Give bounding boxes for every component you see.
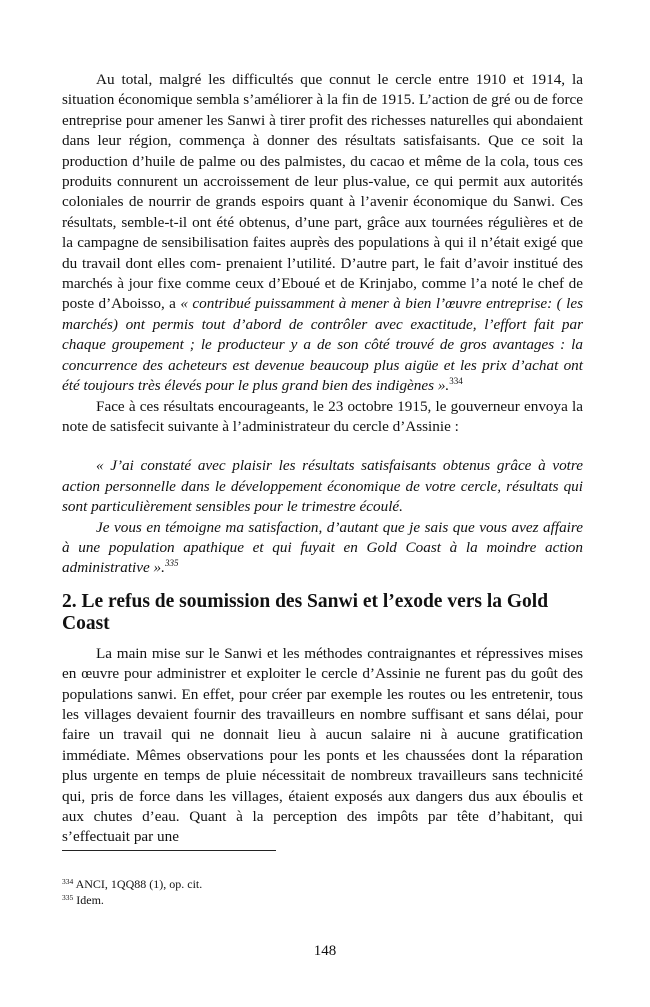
paragraph-1-text: Au total, malgré les difficultés que connut le cercle entre 1910 et 1914, la situation économique sembla s’améliorer à la fin de 1915. L’action de gré ou de force entreprise pour amener les Sanwi à tirer profit des richesses naturelles qui abondaient dans leur région, commença à donner des résultats satisfaisants. Que ce soit la production d’huile de palme ou des palmistes, du cacao et même de la cola, tous ces produits connurent un accroissement de leur plus-value, ce qui permit aux autorités coloniales de nourrir de grands espoirs quant à l’avenir économique du Sanwi. Ces résultats, semble-t-il ont été obtenus, d’une part, grâce aux tournées régulières et de la campagne de sensibilisation faites auprès des populations à qui il n’était exigé que du travail dont elles com- prenaient l’utilité. D’autre part, le fait d’avoir institué des marchés à jour fixe comme ceux d’Eboué et de Krinjabo, comme l’a noté le chef de poste d’Aboisso, a <box>62 71 583 313</box>
paragraph-3: La main mise sur le Sanwi et les méthodes contraignantes et répressives mises en œuvre pour administrer et exploiter le cercle d’Assinie ne furent pas du goût des populations sanwi. En effet, pour créer par exemple les routes ou les entretenir, tous les villages devaient fournir des travailleurs en nombre suffisant et sans délai, pour faire un travail qui ne donnait lieu à aucun salaire ni à aucune gratification immédiate. Mêmes observations pour les ponts et les chaussées dont la réparation plus urgente en temps de pluie nécessitait de nombreux travailleurs sans technicité qui, pris de force dans les villages, étaient exposés aux dangers dus aux éboulis et aux chutes d’eau. Quant à la perception des impôts par tête d’habitant, qui s’effectuait par une <box>62 644 583 846</box>
quote-paragraph-2-text: Je vous en témoigne ma satisfaction, d’autant que je sais que vous avez affaire à une population apathique et qui fuyait en Gold Coast à la moindre action administrative ». <box>62 518 583 577</box>
footnote-text: Idem. <box>76 893 104 907</box>
page-body <box>62 70 583 848</box>
footnote-334 <box>62 876 583 892</box>
section-heading: 2. Le refus de soumission des Sanwi et l’exode vers la Gold Coast <box>62 590 549 635</box>
quote-paragraph-2 <box>62 518 583 579</box>
footnote-text: ANCI, 1QQ88 (1), op. cit. <box>75 877 203 891</box>
footnote-335 <box>62 892 583 908</box>
footnote-number: 335 <box>62 893 74 902</box>
page-number: 148 <box>313 943 337 959</box>
footnote-ref-334: 334 <box>449 376 463 387</box>
paragraph-1-quote: « contribué puissamment à mener à bien l’œuvre entreprise: ( les marchés) ont permis tout d’abord de contrôler avec exactitude, l’effort fait par chaque groupement ; le producteur y a de son côté trouvé de gros avantages : la concurrence des acheteurs est devenue beaucoup plus aigüe et les prix d’achat ont été toujours très élevés pour le plus grand bien des indigènes ». <box>62 295 583 395</box>
footnote-number: 334 <box>62 877 74 886</box>
quote-paragraph-1: « J’ai constaté avec plaisir les résultats satisfaisants obtenus grâce à votre action personnelle dans le développement économique de votre cercle, résultats qui sont particulièrement sensibles pour le trimestre écoulé. <box>62 457 583 516</box>
footnotes <box>62 876 583 908</box>
block-quote <box>62 456 583 578</box>
footnote-divider <box>62 850 276 851</box>
footnote-ref-335: 335 <box>164 558 179 569</box>
paragraph-2: Face à ces résultats encourageants, le 23 octobre 1915, le gouverneur envoya la note de satisfecit suivante à l’administrateur du cercle d’Assinie : <box>62 397 583 435</box>
paragraph-1 <box>62 70 583 397</box>
